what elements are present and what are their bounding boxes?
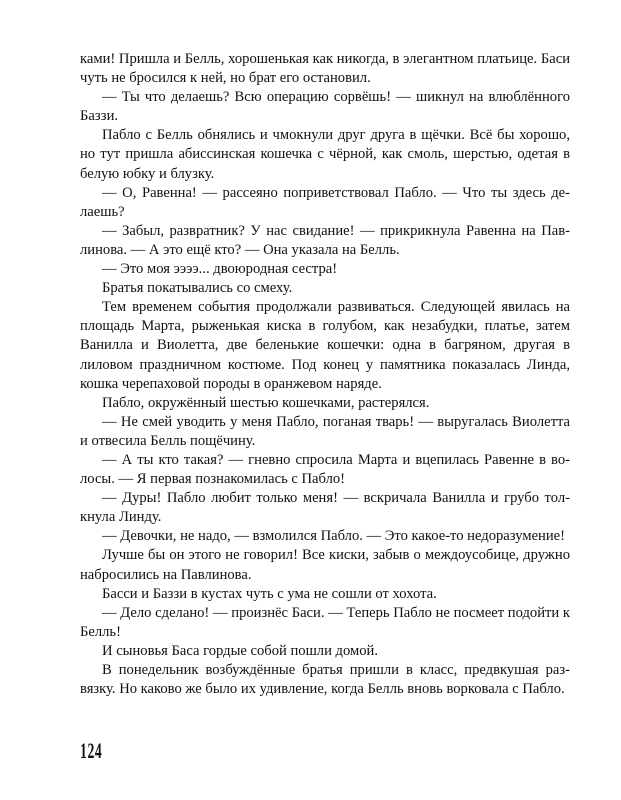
paragraph: — Ты что делаешь? Всю операцию сорвёшь! — шикнул на влюблённого Баззи. — [80, 89, 570, 125]
paragraph: — Не смей уводить у меня Пабло, поганая тварь! — выругалась Виолетта и отвесила Белль пощёчину. — [80, 413, 570, 449]
paragraph: — Девочки, не надо, — взмолился Пабло. — Это какое-то недоразумение! — [102, 528, 566, 545]
paragraph: — Дуры! Пабло любит только меня! — вскричала Ванилла и грубо толкнула Линду. — [80, 490, 570, 526]
paragraph: — Дело сделано! — произнёс Баси. — Теперь Пабло не посмеет подойти к Белль! — [80, 604, 570, 640]
paragraph: Тем временем события продолжали развиваться. Следующей явилась на площадь Марта, рыженькая киска в голубом, как незабудки, платье, затем Ванилла и Виолетта, две беленькие кошечки: одна в багряном, другая в лиловом праздничном костюме. Под конец у памятника показалась Линда, кошка черепаховой породы в оранжевом наряде. — [80, 299, 570, 392]
paragraph: Лучше бы он этого не говорил! Все киски, забыв о междоусобице, дружно набросились на Павлинова. — [80, 547, 570, 583]
paragraph: — Забыл, развратник? У нас свидание! — прикрикнула Равенна на Павлинова. — А это ещё кто? — Она указала на Белль. — [80, 222, 570, 258]
paragraph: И сыновья Баса гордые собой пошли домой. — [102, 642, 378, 659]
paragraph: В понедельник возбуждённые братья пришли в класс, предвкушая развязку. Но каково же было их удивление, когда Белль вновь ворковала с Пабло. — [80, 662, 570, 698]
paragraph: Басси и Баззи в кустах чуть с ума не сошли от хохота. — [102, 585, 437, 602]
paragraph: Пабло, окружённый шестью кошечками, растерялся. — [102, 394, 430, 411]
paragraph: — Это моя ээээ... двоюродная сестра! — [102, 261, 338, 278]
paragraph: Братья покатывались со смеху. — [102, 280, 293, 297]
page-number: 124 — [80, 738, 103, 763]
paragraph: — О, Равенна! — рассеяно поприветствовал Пабло. — Что ты здесь делаешь? — [80, 184, 570, 220]
paragraph: Пабло с Белль обнялись и чмокнули друг друга в щёчки. Всё бы хорошо, но тут пришла абиссинская кошечка с чёрной, как смоль, шерстью, одетая в белую юбку и блузку. — [80, 127, 570, 182]
body-text — [80, 50, 570, 699]
paragraph: — А ты кто такая? — гневно спросила Марта и вцепилась Равенне в волосы. — Я первая познакомилась с Пабло! — [80, 451, 570, 488]
paragraph: ками! Пришла и Белль, хорошенькая как никогда, в элегантном платьице. Баси чуть не бросился к ней, но брат его остановил. — [80, 51, 570, 87]
